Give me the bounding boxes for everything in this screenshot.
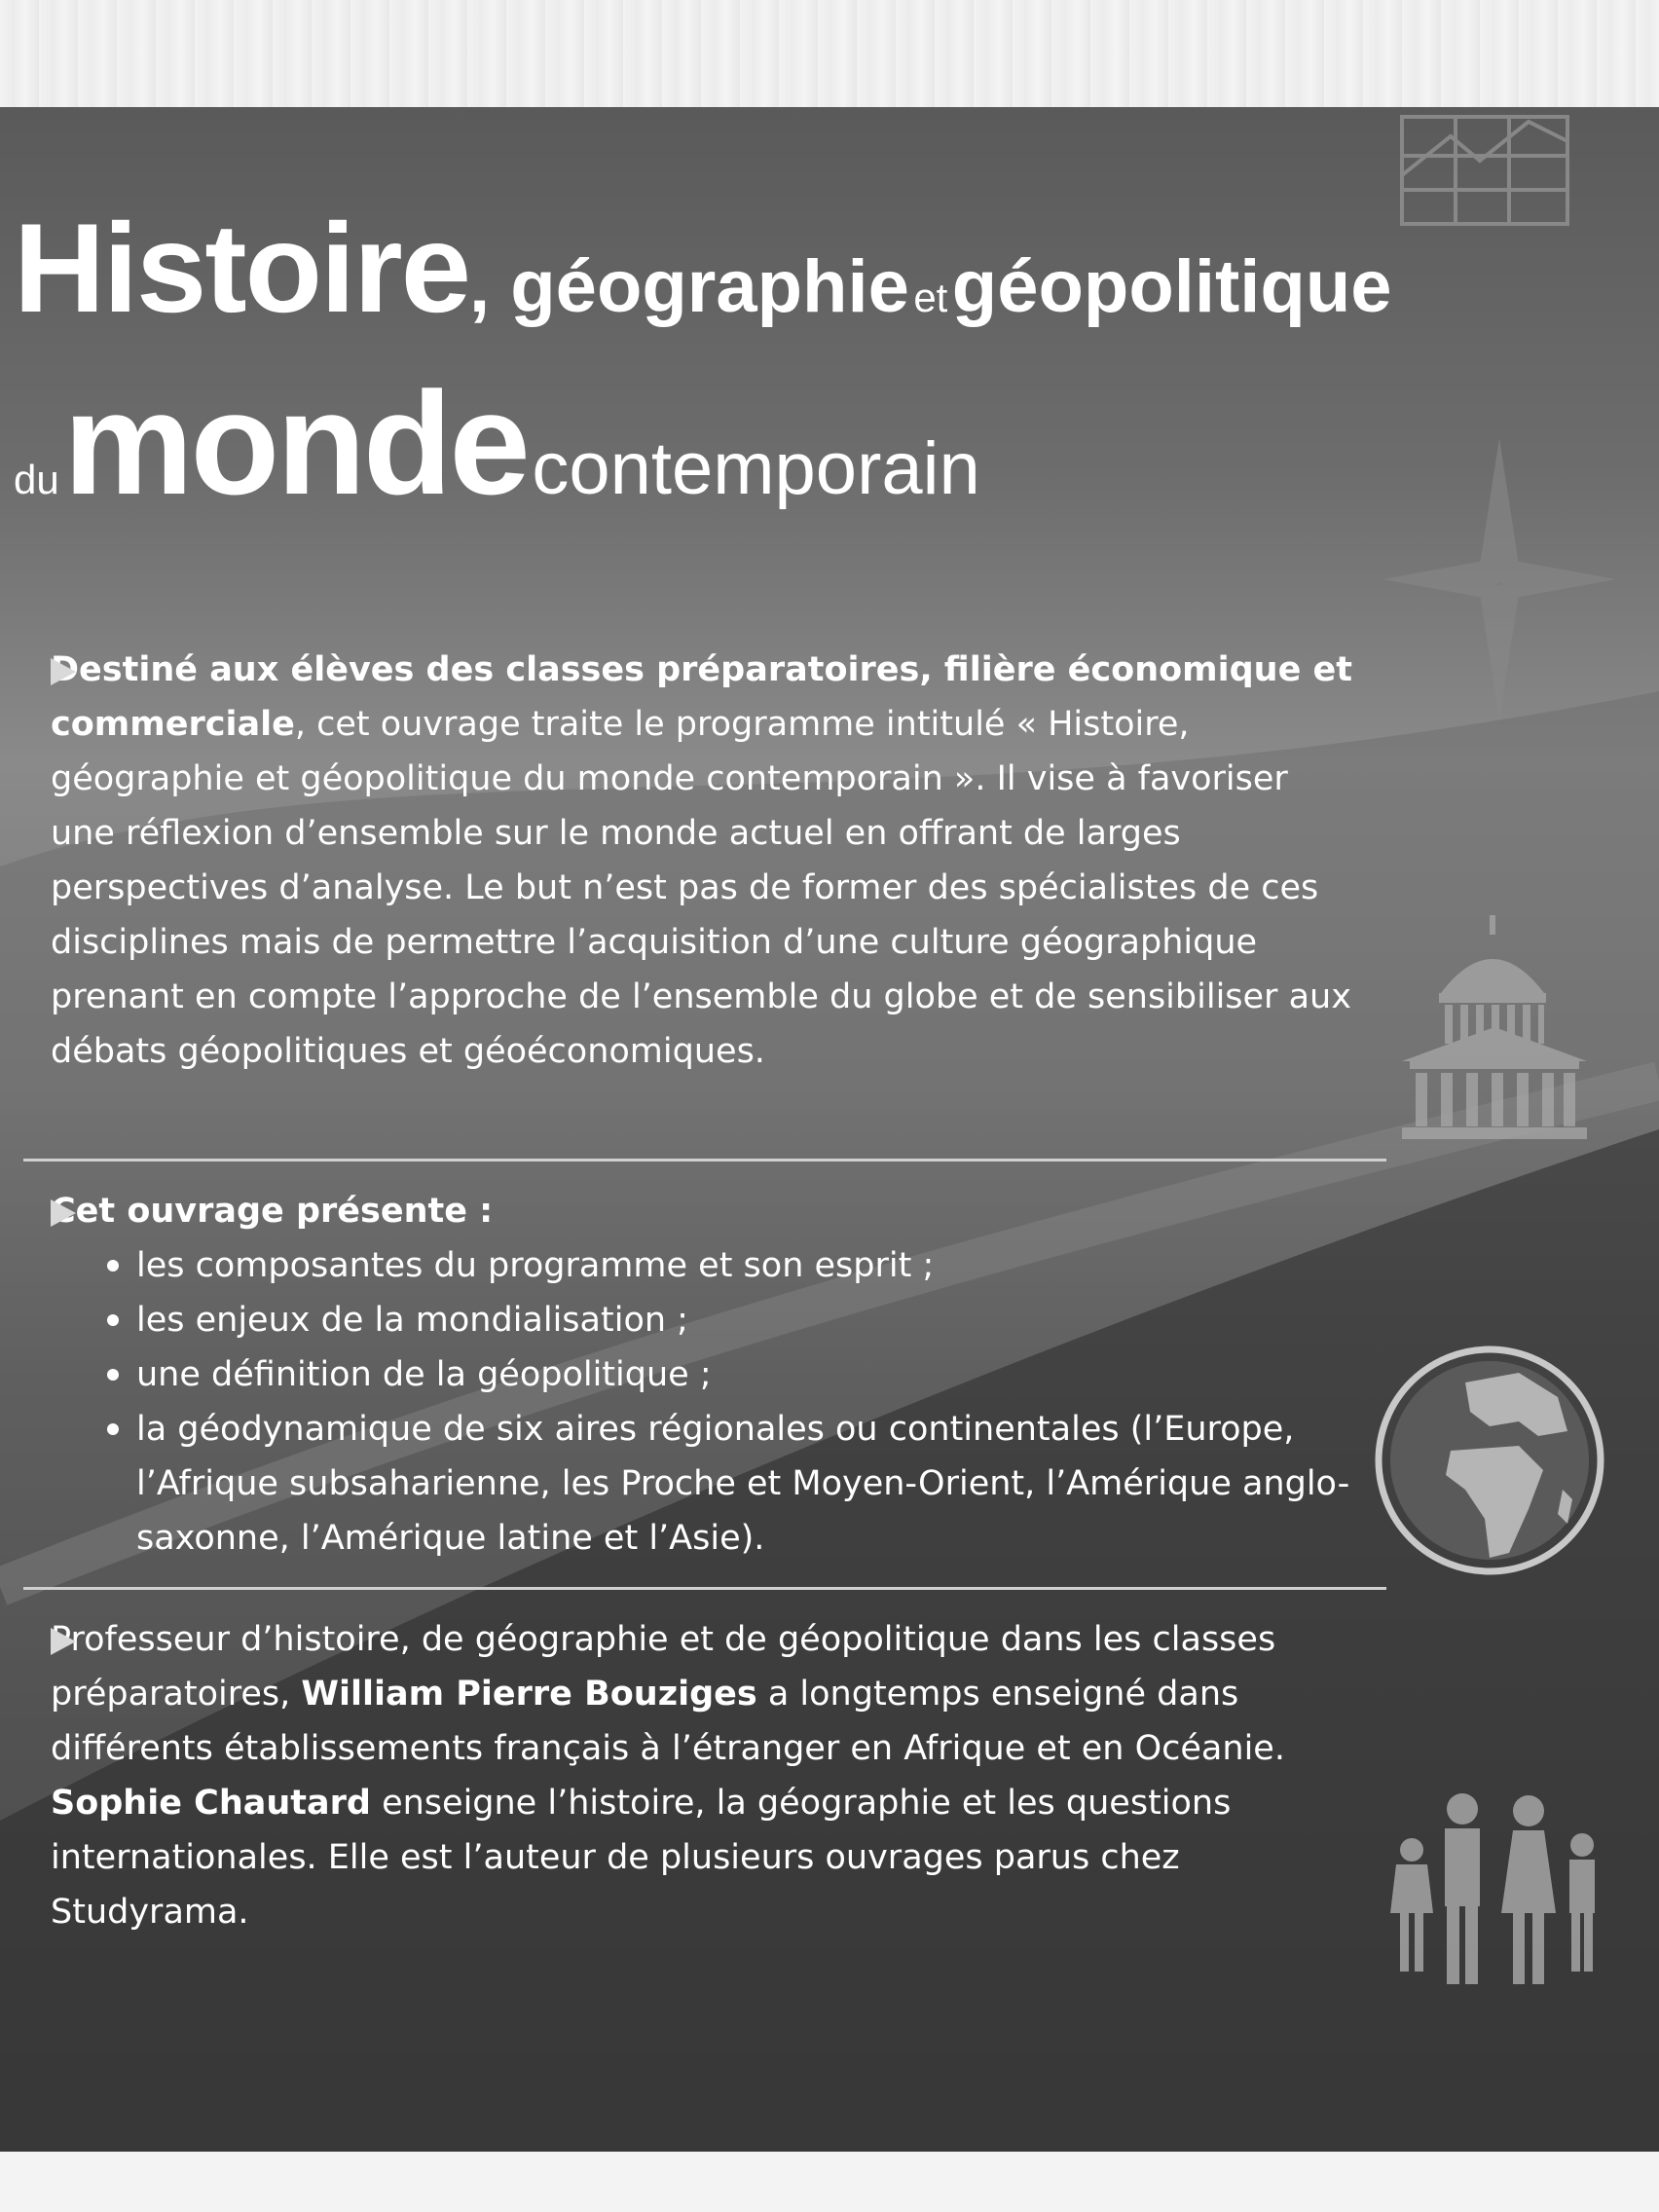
title-et: et xyxy=(913,275,948,320)
wood-background xyxy=(0,0,1659,117)
author2-bio: enseigne l’histoire, la géographie et les questions internationales. Elle est l’auteur de plusieurs ouvrages parus chez Studyrama. xyxy=(51,1784,1232,1932)
title-geographie: , géographie xyxy=(469,245,909,328)
description-text: , cet ouvrage traite le programme intitulé « Histoire, géographie et géopolitique du monde contemporain ». Il vise à favoriser une réflexion d’ensemble sur le monde actuel en offrant de larges perspectives d’analyse. Le but n’est pas de former des spécialistes de ces disciplines mais de permettre l’acquisition d’une culture géographique prenant en compte l’approche de l’ensemble du globe et de sensibiliser aux débats géopolitiques et géoéconomiques. xyxy=(51,705,1351,1071)
authors-paragraph-2 xyxy=(51,1776,1355,1939)
chart-icon xyxy=(1382,107,1587,234)
author1-name: William Pierre Bouziges xyxy=(301,1675,757,1714)
bullet-arrow-icon xyxy=(51,658,76,685)
contents-heading: Cet ouvrage présente : xyxy=(51,1192,494,1231)
title-du: du xyxy=(14,457,59,502)
capitol-building-icon xyxy=(1402,915,1587,1139)
contents-item: la géodynamique de six aires régionales ou continentales (l’Europe, l’Afrique subsaharienne, les Proche et Moyen-Orient, l’Amérique anglo-saxonne, l’Amérique latine et l’Asie). xyxy=(101,1402,1355,1566)
contents-item: une définition de la géopolitique ; xyxy=(101,1347,1355,1402)
compass-rose-icon xyxy=(1382,438,1616,720)
bullet-arrow-icon xyxy=(51,1628,76,1655)
author2-name: Sophie Chautard xyxy=(51,1784,371,1823)
description-bold: Destiné aux élèves des classes préparatoires, filière économique et commerciale xyxy=(51,650,1352,744)
authors-section xyxy=(51,1612,1355,1939)
book-back-cover xyxy=(0,107,1659,2152)
contents-item: les enjeux de la mondialisation ; xyxy=(101,1293,1355,1347)
family-icon xyxy=(1382,1791,1616,1986)
authors-paragraph-1 xyxy=(51,1612,1355,1776)
title-monde: monde xyxy=(63,361,528,525)
section-divider xyxy=(23,1587,1386,1590)
contents-item: les composantes du programme et son esprit ; xyxy=(101,1238,1355,1293)
description-section xyxy=(51,643,1355,1079)
contents-list xyxy=(101,1238,1355,1566)
description-paragraph xyxy=(51,643,1355,1079)
globe-icon xyxy=(1373,1344,1606,1577)
bullet-arrow-icon xyxy=(51,1199,76,1227)
contents-section xyxy=(51,1184,1355,1566)
author1-intro: Professeur d’histoire, de géographie et de géopolitique dans les classes préparatoires, xyxy=(51,1620,1276,1714)
page-bottom-strip xyxy=(0,2152,1659,2212)
author1-bio: a longtemps enseigné dans différents établissements français à l’étranger en Afrique et en Océanie. xyxy=(51,1675,1285,1768)
title-geopolitique: géopolitique xyxy=(951,245,1392,328)
section-divider xyxy=(23,1159,1386,1161)
title-histoire: Histoire xyxy=(14,197,470,339)
title-contemporain: contemporain xyxy=(532,427,980,510)
